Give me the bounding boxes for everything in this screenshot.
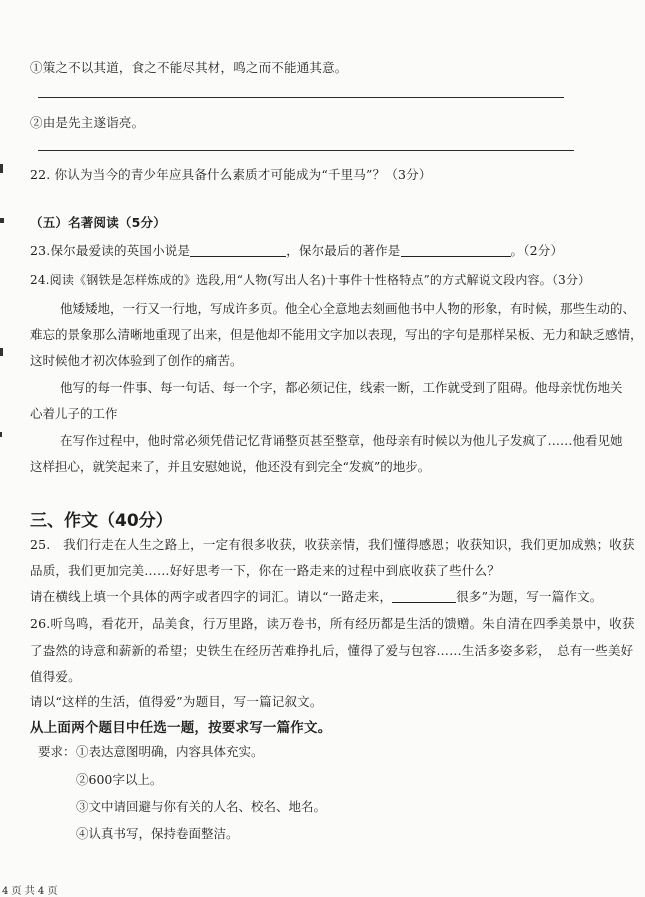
passage-line: 他写的每一件事、每一句话、每一个字，都必须记住，线索一断，工作就受到了阻碍。他母亲忧伤地关 bbox=[60, 380, 623, 395]
choose-instruction: 从上面两个题目中任选一题，按要求写一篇作文。 bbox=[30, 720, 332, 736]
page-footer: 4 页 共 4 页 bbox=[2, 886, 58, 897]
q25-task-part-b: 很多”为题，写一篇作文。 bbox=[456, 589, 603, 604]
section3-title: 三、作文（40分） bbox=[30, 511, 173, 531]
passage-line: 他矮矮地，一行又一行地，写成许多页。他全心全意地去刻画他书中人物的形象，有时候，那些生动的、 bbox=[60, 301, 636, 316]
passage-line: 心着儿子的工作 bbox=[30, 406, 118, 421]
q25-line: 品质，我们更加完美……好好思考一下，你在一路走来的过程中到底收获了些什么？ bbox=[30, 563, 500, 578]
q23 bbox=[30, 241, 563, 259]
scan-mark bbox=[0, 218, 4, 223]
answer-blank[interactable] bbox=[190, 243, 286, 257]
passage-line: 难忘的景象那么清晰地重现了出来，但是他却不能用文字加以表现，写出的字句是那样呆板、无力和缺乏感情， bbox=[30, 327, 643, 342]
q23-part-c: 。（2分） bbox=[510, 243, 564, 258]
q21-item-2: ②由是先主遂诣亮。 bbox=[30, 115, 145, 130]
q22: 22. 你认为当今的青少年应具备什么素质才可能成为“千里马”？（3分） bbox=[30, 167, 432, 182]
q26-line: 值得爱。 bbox=[30, 669, 81, 684]
q25-task bbox=[30, 587, 603, 605]
answer-blank[interactable] bbox=[401, 243, 511, 257]
q26-task: 请以“这样的生活，值得爱”为题目，写一篇记叙文。 bbox=[30, 694, 323, 709]
section5-title: （五）名著阅读（5分） bbox=[30, 215, 166, 230]
q23-part-b: ，保尔最后的著作是 bbox=[286, 243, 401, 258]
requirements-label: 要求： bbox=[38, 744, 76, 759]
answer-line[interactable] bbox=[38, 97, 564, 98]
requirement-item: ①表达意图明确，内容具体充实。 bbox=[76, 744, 264, 759]
scan-mark bbox=[0, 348, 3, 356]
q21-item-1: ①策之不以其道，食之不能尽其材，鸣之而不能通其意。 bbox=[30, 60, 348, 75]
requirement-item: ②600字以上。 bbox=[76, 772, 163, 787]
title-blank[interactable] bbox=[392, 589, 456, 603]
scan-mark bbox=[0, 164, 3, 173]
q25-task-part-a: 请在横线上填一个具体的两字或者四字的词汇。请以“一路走来， bbox=[30, 589, 393, 604]
q26-line: 了盎然的诗意和薪新的希望；史铁生在经历苦难挣扎后，懂得了爱与包容……生活多姿多彩， 总有一些美好 bbox=[30, 643, 634, 658]
q23-part-a: 23.保尔最爱读的英国小说是 bbox=[30, 243, 191, 258]
passage-line: 这样担心，就笑起来了，并且安慰她说，他还没有到完全“发疯”的地步。 bbox=[30, 459, 431, 474]
requirement-item: ④认真书写，保持卷面整洁。 bbox=[76, 826, 239, 841]
passage-line: 这时候他才初次体验到了创作的痛苦。 bbox=[30, 353, 243, 368]
q24: 24.阅读《钢铁是怎样炼成的》选段,用“人物(写出人名)十事件十性格特点”的方式解说文段内容。（3分） bbox=[30, 273, 591, 287]
answer-line[interactable] bbox=[38, 150, 574, 151]
requirement-item: ③文中请回避与你有关的人名、校名、地名。 bbox=[76, 799, 327, 814]
scan-mark bbox=[0, 432, 2, 437]
q25-line: 25. 我们行走在人生之路上，一定有很多收获，收获亲情，我们懂得感恩；收获知识，我们更加成熟；收获 bbox=[30, 537, 635, 552]
passage-line: 在写作过程中，他时常必须凭借记忆背诵整页甚至整章，他母亲有时候以为他儿子发疯了……他看见她 bbox=[60, 433, 623, 448]
q26-line: 26.听鸟鸣，看花开，品美食，行万里路，读万卷书，所有经历都是生活的馈赠。朱自清在四季美景中，收获 bbox=[30, 616, 635, 631]
